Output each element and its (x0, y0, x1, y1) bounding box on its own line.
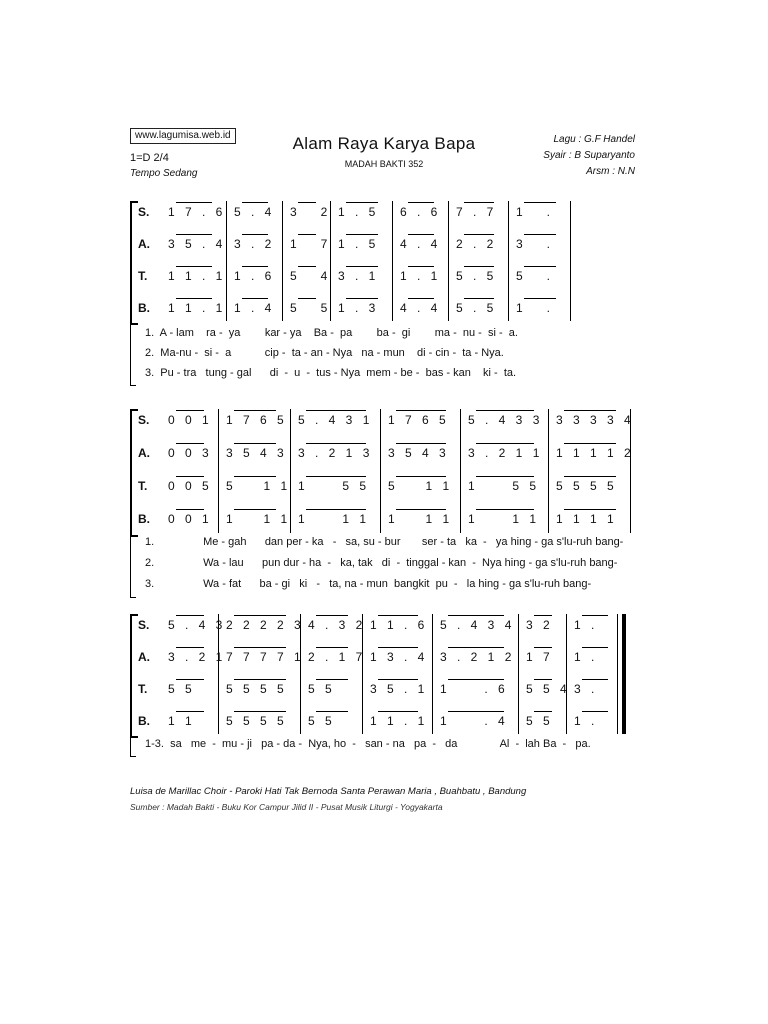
note-cell: 1 1 . 6 (370, 618, 428, 632)
beat-line (316, 647, 348, 648)
beat-line (448, 711, 504, 712)
song-title: Alam Raya Karya Bapa (292, 134, 476, 153)
system-bracket (130, 614, 138, 738)
voice-label: S. (138, 205, 150, 219)
note-cell: 0 0 3 (168, 446, 213, 460)
beat-line (396, 410, 446, 411)
beat-line (448, 647, 504, 648)
barline (300, 614, 301, 734)
note-cell: 4 . 3 2 (308, 618, 366, 632)
voice-label: B. (138, 512, 150, 526)
system-bracket (130, 201, 138, 325)
note-cell: 1 . (574, 650, 598, 664)
note-cell: 5 1 1 (388, 479, 453, 493)
lyric-line: 1. A - lam ra - ya kar - ya Ba - pa ba - gi ma - nu - si - a. (145, 327, 518, 339)
beat-line (316, 711, 348, 712)
lyric-line: 1-3. sa me - mu - ji pa - da - Nya, ho - san - na pa - da Al - lah Ba - pa. (145, 738, 591, 750)
beat-line (564, 476, 616, 477)
note-cell: 3 . 2 1 1 (468, 446, 543, 460)
beat-line (346, 298, 378, 299)
voice-label: A. (138, 237, 150, 251)
beat-line (316, 679, 348, 680)
credit-lyricist: Syair : B Suparyanto (543, 150, 635, 161)
beat-line (176, 711, 204, 712)
note-cell: 1 . 4 (234, 301, 275, 315)
note-cell: 5 . 4 3 4 (440, 618, 515, 632)
note-cell: 1 . 5 (338, 205, 379, 219)
note-cell: 5 . 4 3 3 (468, 413, 543, 427)
voice-label: A. (138, 446, 150, 460)
note-cell: 3 5 . 4 (168, 237, 226, 251)
beat-line (234, 647, 286, 648)
note-cell: 0 0 5 (168, 479, 213, 493)
note-cell: 5 . 5 (456, 301, 497, 315)
note-cell: 1 1 1 (298, 512, 370, 526)
note-cell: 5 5 5 5 (226, 682, 288, 696)
beat-line (298, 298, 316, 299)
note-cell: 1 . (516, 301, 554, 315)
note-cell: 1 5 5 (298, 479, 370, 493)
note-cell: 1 7 (290, 237, 331, 251)
beat-line (476, 410, 534, 411)
beat-line (298, 266, 316, 267)
note-cell: 5 5 4 (526, 682, 571, 696)
note-cell: 5 . 4 (234, 205, 275, 219)
note-cell: 3 3 3 3 4 (556, 413, 635, 427)
note-cell: 5 5 (290, 301, 331, 315)
beat-line (408, 202, 434, 203)
lyric-line: 3. Pu - tra tung - gal di - u - tus - Nya mem - be - bas - kan ki - ta. (145, 367, 517, 379)
beat-line (234, 615, 286, 616)
note-cell: 5 1 1 (226, 479, 291, 493)
barline (362, 614, 363, 734)
barline (392, 201, 393, 321)
barline (508, 201, 509, 321)
voice-label: B. (138, 301, 150, 315)
note-cell: 5 5 5 5 (226, 714, 288, 728)
beat-line (534, 615, 552, 616)
note-cell: 3 . 1 (338, 269, 379, 283)
footer-source: Sumber : Madah Bakti - Buku Kor Campur Jilid II - Pusat Musik Liturgi - Yogyakarta (130, 802, 443, 812)
beat-line (582, 647, 608, 648)
lyric-line: 2. Ma-nu - si - a cip - ta - an - Nya na - mun di - cin - ta - Nya. (145, 347, 504, 359)
beat-line (242, 234, 268, 235)
beat-line (176, 443, 204, 444)
beat-line (176, 266, 212, 267)
beat-line (242, 202, 268, 203)
site-label: www.lagumisa.web.id (130, 128, 236, 144)
beat-line (524, 234, 556, 235)
note-cell: 2 . 1 7 (308, 650, 366, 664)
beat-line (476, 443, 534, 444)
beat-line (582, 679, 608, 680)
beat-line (378, 647, 418, 648)
note-cell: 0 0 1 (168, 512, 213, 526)
note-cell: 5 . 4 3 (168, 618, 226, 632)
note-cell: 7 7 7 7 1 (226, 650, 305, 664)
note-cell: 1 . 4 (440, 714, 509, 728)
barline (548, 409, 549, 533)
key-signature: 1=D 2/4 (130, 152, 169, 164)
tempo-marking: Tempo Sedang (130, 168, 198, 179)
note-cell: 1 7 . 6 (168, 205, 226, 219)
barline (380, 409, 381, 533)
beat-line (176, 298, 212, 299)
credit-arranger: Arsm : N.N (586, 166, 635, 177)
barline (566, 614, 567, 734)
beat-line (476, 509, 534, 510)
beat-line (564, 443, 616, 444)
beat-line (306, 509, 366, 510)
beat-line (176, 615, 204, 616)
beat-line (396, 509, 446, 510)
beat-line (346, 266, 378, 267)
beat-line (476, 476, 534, 477)
beat-line (448, 615, 504, 616)
voice-label: A. (138, 650, 150, 664)
note-cell: 1 1 1 1 (556, 512, 618, 526)
beat-line (564, 509, 616, 510)
note-cell: 1 . 5 (338, 237, 379, 251)
barline (630, 409, 631, 533)
barline (622, 614, 626, 734)
note-cell: 6 . 6 (400, 205, 441, 219)
note-cell: 1 3 . 4 (370, 650, 428, 664)
note-cell: 5 5 (308, 714, 336, 728)
note-cell: 5 . (516, 269, 554, 283)
lyric-line: 2. Wa - lau pun dur - ha - ka, tak di - tinggal - kan - Nya hing - ga s'lu-ruh bang- (145, 557, 618, 569)
lyrics-bracket (130, 534, 136, 598)
beat-line (408, 298, 434, 299)
lyrics-bracket (130, 736, 136, 757)
beat-line (176, 647, 204, 648)
beat-line (234, 509, 276, 510)
barline (282, 201, 283, 321)
note-cell: 1 1 . 1 (168, 301, 226, 315)
beat-line (378, 711, 418, 712)
beat-line (346, 202, 378, 203)
note-cell: 1 . 3 (338, 301, 379, 315)
beat-line (396, 476, 446, 477)
beat-line (176, 234, 212, 235)
note-cell: 1 1 . 1 (168, 269, 226, 283)
barline (226, 201, 227, 321)
beat-line (524, 298, 556, 299)
beat-line (176, 410, 204, 411)
note-cell: 1 5 5 (468, 479, 540, 493)
barline (218, 614, 219, 734)
note-cell: 3 5 . 1 (370, 682, 428, 696)
voice-label: T. (138, 479, 148, 493)
note-cell: 1 1 1 (468, 512, 540, 526)
beat-line (534, 679, 552, 680)
note-cell: 7 . 7 (456, 205, 497, 219)
note-cell: 3 . 2 1 (168, 650, 226, 664)
note-cell: 1 . 1 (400, 269, 441, 283)
note-cell: 1 7 (526, 650, 554, 664)
beat-line (448, 679, 504, 680)
note-cell: 5 5 (308, 682, 336, 696)
beat-line (234, 476, 276, 477)
beat-line (464, 298, 494, 299)
barline (570, 201, 571, 321)
beat-line (378, 615, 418, 616)
note-cell: 1 . 6 (440, 682, 509, 696)
voice-label: T. (138, 682, 148, 696)
barline (448, 201, 449, 321)
note-cell: 5 4 (290, 269, 331, 283)
beat-line (176, 476, 204, 477)
beat-line (234, 410, 276, 411)
lyric-line: 3. Wa - fat ba - gi ki - ta, na - mun bangkit pu - la hing - ga s'lu-ruh bang- (145, 578, 592, 590)
note-cell: 1 7 6 5 (226, 413, 288, 427)
beat-line (234, 679, 286, 680)
note-cell: 1 1 1 (388, 512, 453, 526)
beat-line (298, 202, 316, 203)
beat-line (306, 410, 366, 411)
note-cell: 1 7 6 5 (388, 413, 450, 427)
note-cell: 3 2 (290, 205, 331, 219)
note-cell: 5 5 (168, 682, 196, 696)
note-cell: 3 2 (526, 618, 554, 632)
lyrics-bracket (130, 325, 136, 386)
beat-line (298, 234, 316, 235)
barline (518, 614, 519, 734)
beat-line (176, 679, 204, 680)
credit-composer: Lagu : G.F Handel (553, 134, 635, 145)
beat-line (176, 202, 212, 203)
note-cell: 3 . (574, 682, 598, 696)
note-cell: 3 . 2 1 2 (440, 650, 515, 664)
beat-line (306, 476, 366, 477)
note-cell: 2 2 2 2 3 (226, 618, 305, 632)
barline-double (617, 614, 618, 734)
note-cell: 1 1 (168, 714, 196, 728)
beat-line (396, 443, 446, 444)
voice-label: S. (138, 413, 150, 427)
beat-line (408, 234, 434, 235)
note-cell: 5 . 5 (456, 269, 497, 283)
beat-line (464, 234, 494, 235)
beat-line (524, 202, 556, 203)
beat-line (464, 202, 494, 203)
note-cell: 3 5 4 3 (226, 446, 288, 460)
beat-line (408, 266, 434, 267)
footer-choir: Luisa de Marillac Choir - Paroki Hati Tak Bernoda Santa Perawan Maria , Buahbatu , Bandung (130, 786, 527, 797)
note-cell: 1 . (574, 714, 598, 728)
beat-line (524, 266, 556, 267)
note-cell: 2 . 2 (456, 237, 497, 251)
note-cell: 1 1 . 1 (370, 714, 428, 728)
note-cell: 3 . 2 1 3 (298, 446, 373, 460)
note-cell: 1 1 1 1 2 (556, 446, 635, 460)
note-cell: 5 5 5 5 (556, 479, 618, 493)
beat-line (346, 234, 378, 235)
beat-line (564, 410, 616, 411)
beat-line (378, 679, 418, 680)
beat-line (316, 615, 348, 616)
song-subtitle: MADAH BAKTI 352 (344, 159, 424, 169)
beat-line (306, 443, 366, 444)
beat-line (234, 711, 286, 712)
barline (460, 409, 461, 533)
beat-line (234, 443, 276, 444)
note-cell: 5 5 (526, 714, 554, 728)
barline (432, 614, 433, 734)
voice-label: T. (138, 269, 148, 283)
beat-line (242, 266, 268, 267)
note-cell: 3 5 4 3 (388, 446, 450, 460)
note-cell: 1 . 6 (234, 269, 275, 283)
note-cell: 4 . 4 (400, 237, 441, 251)
note-cell: 4 . 4 (400, 301, 441, 315)
note-cell: 1 . (516, 205, 554, 219)
note-cell: 1 . (574, 618, 598, 632)
voice-label: S. (138, 618, 150, 632)
voice-label: B. (138, 714, 150, 728)
beat-line (176, 509, 204, 510)
beat-line (464, 266, 494, 267)
lyric-line: 1. Me - gah dan per - ka - sa, su - bur ser - ta ka - ya hing - ga s'lu-ruh bang- (145, 536, 624, 548)
note-cell: 3 . 2 (234, 237, 275, 251)
note-cell: 5 . 4 3 1 (298, 413, 373, 427)
system-bracket (130, 409, 138, 537)
note-cell: 0 0 1 (168, 413, 213, 427)
barline (218, 409, 219, 533)
beat-line (582, 615, 608, 616)
beat-line (242, 298, 268, 299)
note-cell: 3 . (516, 237, 554, 251)
beat-line (534, 647, 552, 648)
note-cell: 1 1 1 (226, 512, 291, 526)
beat-line (582, 711, 608, 712)
beat-line (534, 711, 552, 712)
